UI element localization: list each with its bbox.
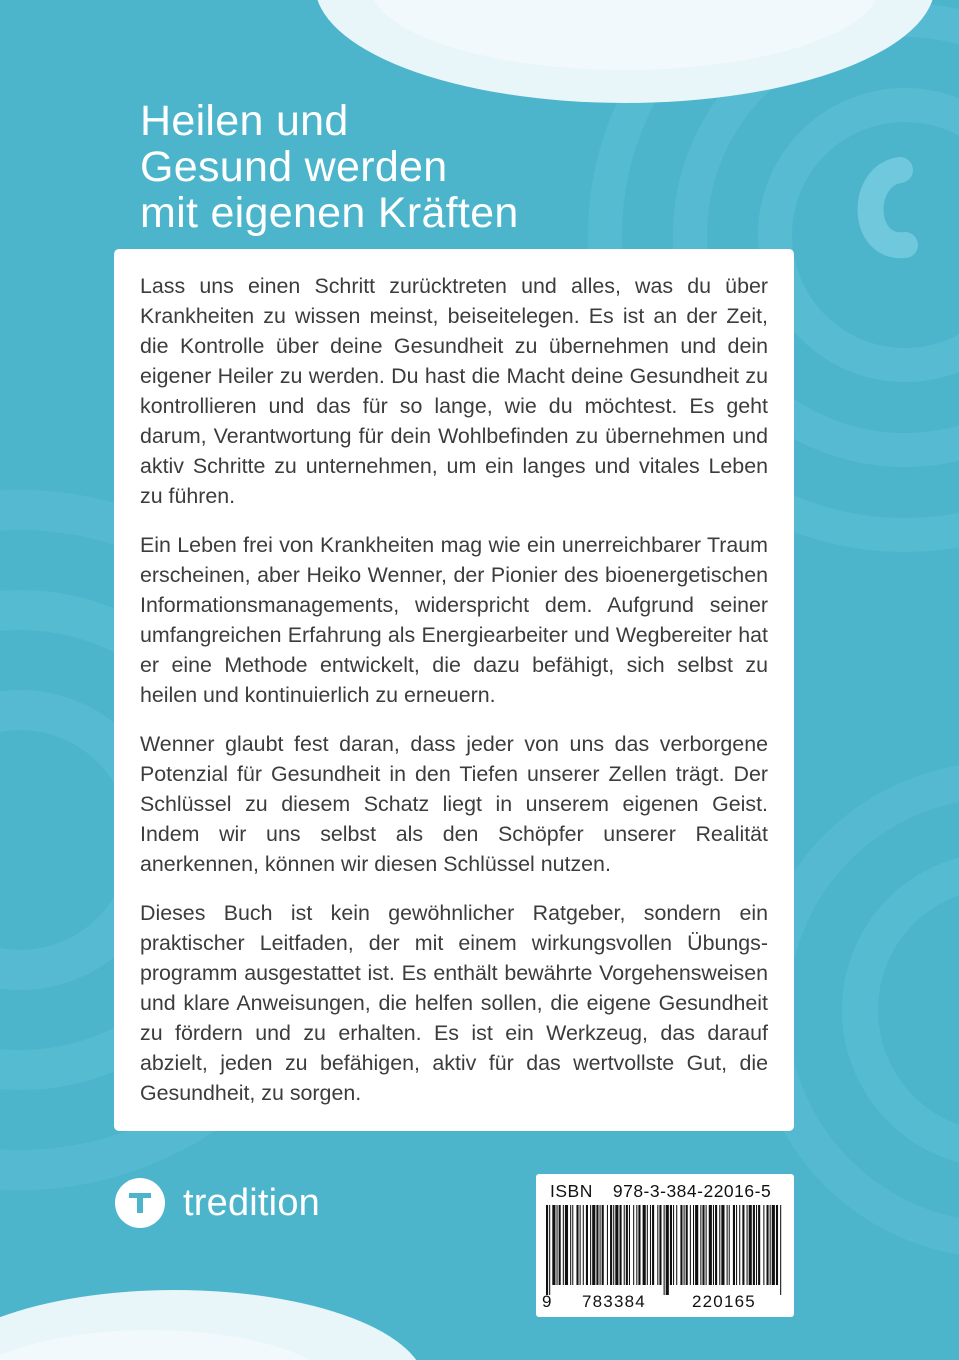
- barcode-bar: [629, 1205, 630, 1285]
- barcode-bar: [700, 1205, 701, 1285]
- barcode-bar: [657, 1205, 658, 1285]
- blurb-paragraph-3: Wenner glaubt fest daran, dass jeder von uns das verborgene Potenzial für Gesundheit in den Tiefen unserer Zellen trägt. Der Schlüssel zu diesem Schatz liegt in unserem eigenen Geist. Indem wir uns selbst als den Schöpfer unserer Realität anerkennen, können wir diesen Schlüssel nutzen.: [140, 732, 768, 876]
- book-title: [140, 98, 519, 236]
- isbn-barcode: [536, 1174, 794, 1317]
- barcode-bar: [772, 1205, 775, 1285]
- barcode-bar: [557, 1205, 558, 1285]
- barcode-bar: [770, 1205, 771, 1285]
- barcode-bar: [576, 1205, 578, 1285]
- barcode-bar: [758, 1205, 760, 1285]
- barcode-bar: [580, 1205, 581, 1285]
- barcode-bar: [763, 1205, 764, 1285]
- barcode-bar: [684, 1205, 685, 1285]
- barcode-bar: [721, 1205, 724, 1285]
- barcode-bar: [607, 1205, 608, 1285]
- publisher-logo: [115, 1176, 320, 1230]
- barcode-digits-right: 220165: [692, 1292, 756, 1311]
- barcode-bar: [620, 1205, 622, 1285]
- barcode-bar: [650, 1205, 651, 1285]
- barcode-bar: [706, 1205, 707, 1285]
- barcode-bar: [736, 1205, 737, 1285]
- barcode-bar: [747, 1205, 748, 1285]
- barcode-bar: [552, 1205, 555, 1285]
- barcode-bar: [572, 1205, 573, 1285]
- title-line-3: mit eigenen Kräften: [140, 189, 519, 237]
- blurb-paragraph-2: Ein Leben frei von Krankheiten mag wie ein unerreichbarer Traum erscheinen, aber Heiko Wenner, der Pionier des bioenergetischen Informationsmanagements, widerspricht dem. Aufgrund seiner umfangreichen Erfahrung als Energiearbeiter und Wegbereiter hat er eine Methode entwickelt, die dazu befähigt, sich selbst zu heilen und kontinuierlich zu erneuern.: [140, 533, 768, 707]
- barcode-bar: [636, 1205, 637, 1285]
- barcode-bar: [583, 1205, 584, 1285]
- barcode-bar: [767, 1205, 769, 1285]
- barcode-bar: [565, 1205, 568, 1285]
- barcode-bar: [776, 1205, 778, 1285]
- barcode-bar: [713, 1205, 714, 1285]
- barcode-bar: [610, 1205, 612, 1285]
- barcode-bar: [780, 1205, 781, 1295]
- barcode-bar: [602, 1205, 604, 1285]
- barcode-bar: [590, 1205, 591, 1285]
- barcode-bar: [719, 1205, 720, 1285]
- barcode-bar: [756, 1205, 757, 1285]
- isbn-label: ISBN: [550, 1181, 593, 1201]
- barcode-bar: [600, 1205, 601, 1285]
- barcode-bar: [727, 1205, 728, 1285]
- barcode-bar: [652, 1205, 654, 1285]
- barcode-bar: [592, 1205, 595, 1285]
- barcode-bar: [702, 1205, 704, 1285]
- barcode-bar: [643, 1205, 646, 1285]
- barcode-bar: [626, 1205, 628, 1285]
- barcode-bar: [647, 1205, 648, 1285]
- isbn-line: [550, 1181, 771, 1202]
- barcode-bar: [693, 1205, 694, 1285]
- barcode-bar: [546, 1205, 548, 1295]
- barcode-bar: [749, 1205, 752, 1285]
- barcode-bars: [546, 1205, 784, 1295]
- title-line-2: Gesund werden: [140, 143, 448, 191]
- barcode-bar: [709, 1205, 712, 1285]
- barcode-bar: [686, 1205, 688, 1285]
- barcode-bar: [666, 1205, 669, 1295]
- barcode-bar: [715, 1205, 717, 1285]
- barcode-bar: [570, 1205, 571, 1285]
- tredition-logo-icon: [115, 1178, 165, 1228]
- barcode-bar: [559, 1205, 561, 1285]
- barcode-bar: [586, 1205, 588, 1285]
- barcode-bar: [676, 1205, 677, 1285]
- barcode-bar: [664, 1205, 665, 1295]
- barcode-bar: [729, 1205, 730, 1285]
- barcode-bar: [673, 1205, 674, 1285]
- barcode-digits-left: 783384: [582, 1292, 646, 1311]
- barcode-bar: [596, 1205, 598, 1285]
- barcode-bar: [613, 1205, 614, 1285]
- barcode-bar: [733, 1205, 735, 1285]
- barcode-bar: [549, 1205, 550, 1295]
- barcode-bar: [742, 1205, 744, 1285]
- blurb-paragraph-4: Dieses Buch ist kein gewöhnlicher Ratgeber, sondern ein praktischer Leitfaden, der mit einem wirkungsvollen Übungsprogramm ausgestattet ist. Es enthält bewährte Vorgehensweisen und klare Anweisungen, die helfen sollen, die eigene Gesundheit zu fördern und zu erhalten. Es ist ein Werkzeug, das darauf abzielt, jeden zu befähigen, aktiv für das wertvollste Gut, die Gesundheit, zu sorgen.: [140, 901, 768, 1105]
- isbn-number: 978-3-384-22016-5: [612, 1181, 772, 1201]
- title-line-1: Heilen und: [140, 97, 349, 145]
- barcode-bar: [670, 1205, 672, 1285]
- barcode-bar: [659, 1205, 661, 1285]
- barcode-bar: [638, 1205, 640, 1285]
- barcode-bar: [695, 1205, 698, 1285]
- publisher-name: tredition: [183, 1181, 320, 1224]
- barcode-bar: [563, 1205, 564, 1285]
- barcode-bar: [753, 1205, 755, 1285]
- blurb-paragraph-1: Lass uns einen Schritt zurücktreten und alles, was du über Krankheiten zu wissen meinst, beiseitelegen. Es ist an der Zeit, die Kontrolle über deine Gesundheit zu übernehmen und dein eigener Heiler zu werden. Du hast die Macht deine Gesundheit zu kontrollieren und das für so lange, wie du möchtest. Es geht darum, Verantwortung für dein Wohlbefinden zu übernehmen und aktiv Schritte zu unternehmen, um ein langes und vitales Leben zu führen.: [140, 274, 768, 508]
- barcode-bar: [624, 1205, 625, 1285]
- blurb-panel: [114, 249, 794, 1131]
- barcode-bar: [690, 1205, 691, 1285]
- barcode-bar: [633, 1205, 634, 1285]
- barcode-bar: [739, 1205, 740, 1285]
- barcode-digit-lead: 9: [542, 1292, 553, 1311]
- barcode-bar: [615, 1205, 618, 1285]
- barcode-bar: [680, 1205, 682, 1285]
